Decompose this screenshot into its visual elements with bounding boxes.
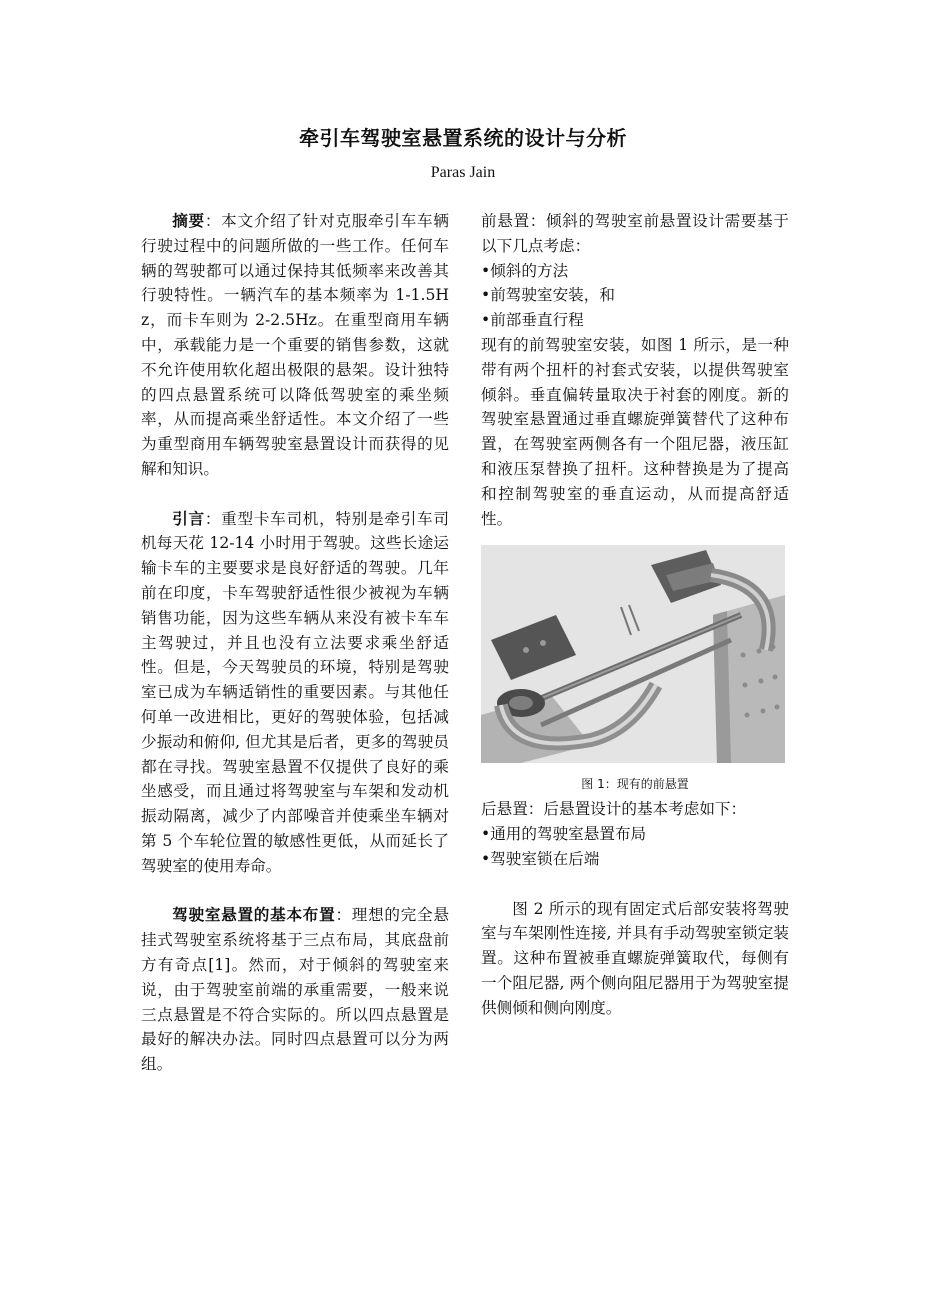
front-suspension-render bbox=[481, 545, 785, 763]
abstract-label: 摘要 bbox=[172, 212, 205, 230]
front-bullet: • 前部垂直行程 bbox=[481, 308, 789, 333]
layout-label: 驾驶室悬置的基本布置 bbox=[172, 906, 336, 925]
abstract-text: ：本文介绍了针对克服牵引车车辆行驶过程中的问题所做的一些工作。任何车辆的驾驶都可以通过保持其低频率来改善其行驶特性。一辆汽车的基本频率为 1-1.5Hz，而卡车则为 2-2.5Hz。在重型商用车辆中，承载能力是一个重要的销售参数，这就不允许使用软化超出极限的悬架。设计独特的四点悬置系统可以降低驾驶室的乘坐频率，从而提高乘坐舒适性。本文介绍了一些为重型商用车辆驾驶室悬置设计而获得的见解和知识。 bbox=[141, 212, 449, 478]
front-bullet: • 前驾驶室安装，和 bbox=[481, 283, 789, 308]
rear-intro: 后悬置：后悬置设计的基本考虑如下： bbox=[481, 800, 747, 819]
left-column bbox=[141, 209, 449, 1077]
author-name: Paras Jain bbox=[430, 164, 496, 181]
front-intro: 前悬置：倾斜的驾驶室前悬置设计需要基于以下几点考虑： bbox=[481, 212, 789, 255]
abstract-paragraph bbox=[141, 209, 449, 482]
figure-1-caption: 图 1：现有的前悬置 bbox=[581, 777, 689, 792]
layout-text: ：理想的完全悬挂式驾驶室系统将基于三点布局，其底盘前方有奇点[1]。然而，对于倾斜的驾驶室来说，由于驾驶室前端的承重需要，一般来说三点悬置是不符合实际的。所以四点悬置是最好的解决办法。同时四点悬置可以分为两组。 bbox=[141, 906, 449, 1074]
layout-paragraph bbox=[141, 903, 449, 1077]
spacer bbox=[141, 482, 449, 507]
rear-bullet: • 驾驶室锁在后端 bbox=[481, 847, 789, 872]
spacer bbox=[141, 879, 449, 904]
intro-text: ：重型卡车司机，特别是牵引车司机每天花 12-14 小时用于驾驶。这些长途运输卡车的主要要求是良好舒适的驾驶。几年前在印度，卡车驾驶舒适性很少被视为车辆销售功能，因为这些车辆从来没有被卡车车主驾驶过，并且也没有立法要求乘坐舒适性。但是，今天驾驶员的环境，特别是驾驶室已成为车辆适销性的重要因素。与其他任何单一改进相比，更好的驾驶体验，包括减少振动和俯仰, 但尤其是后者，更多的驾驶员都在寻找。驾驶室悬置不仅提供了良好的乘坐感受，而且通过将驾驶室与车架和发动机振动隔离，减少了内部噪音并使乘坐车辆对第 5 个车轮位置的敏感性更低，从而延长了驾驶室的使用寿命。 bbox=[141, 509, 449, 875]
rear-text: 图 2 所示的现有固定式后部安装将驾驶室与车架刚性连接, 并具有手动驾驶室锁定装置。这种布置被垂直螺旋弹簧取代，每侧有一个阻尼器, 两个侧向阻尼器用于为驾驶室提供侧倾和侧向刚度。 bbox=[481, 899, 789, 1017]
figure-1-image bbox=[481, 545, 785, 763]
intro-paragraph bbox=[141, 507, 449, 879]
spacer bbox=[481, 872, 789, 897]
paper-title: 牵引车驾驶室悬置系统的设计与分析 bbox=[299, 126, 627, 150]
front-text: 现有的前驾驶室安装，如图 1 所示，是一种带有两个扭杆的衬套式安装，以提供驾驶室倾斜。垂直偏转量取决于衬套的刚度。新的驾驶室悬置通过垂直螺旋弹簧替代了这种布置，在驾驶室两侧各有一个阻尼器，液压缸和液压泵替换了扭杆。这种替换是为了提高和控制驾驶室的垂直运动，从而提高舒适性。 bbox=[481, 335, 789, 528]
intro-label: 引言 bbox=[172, 509, 205, 528]
right-column bbox=[481, 209, 789, 1021]
front-bullet: • 倾斜的方法 bbox=[481, 259, 789, 284]
rear-bullet: • 通用的驾驶室悬置布局 bbox=[481, 822, 789, 847]
